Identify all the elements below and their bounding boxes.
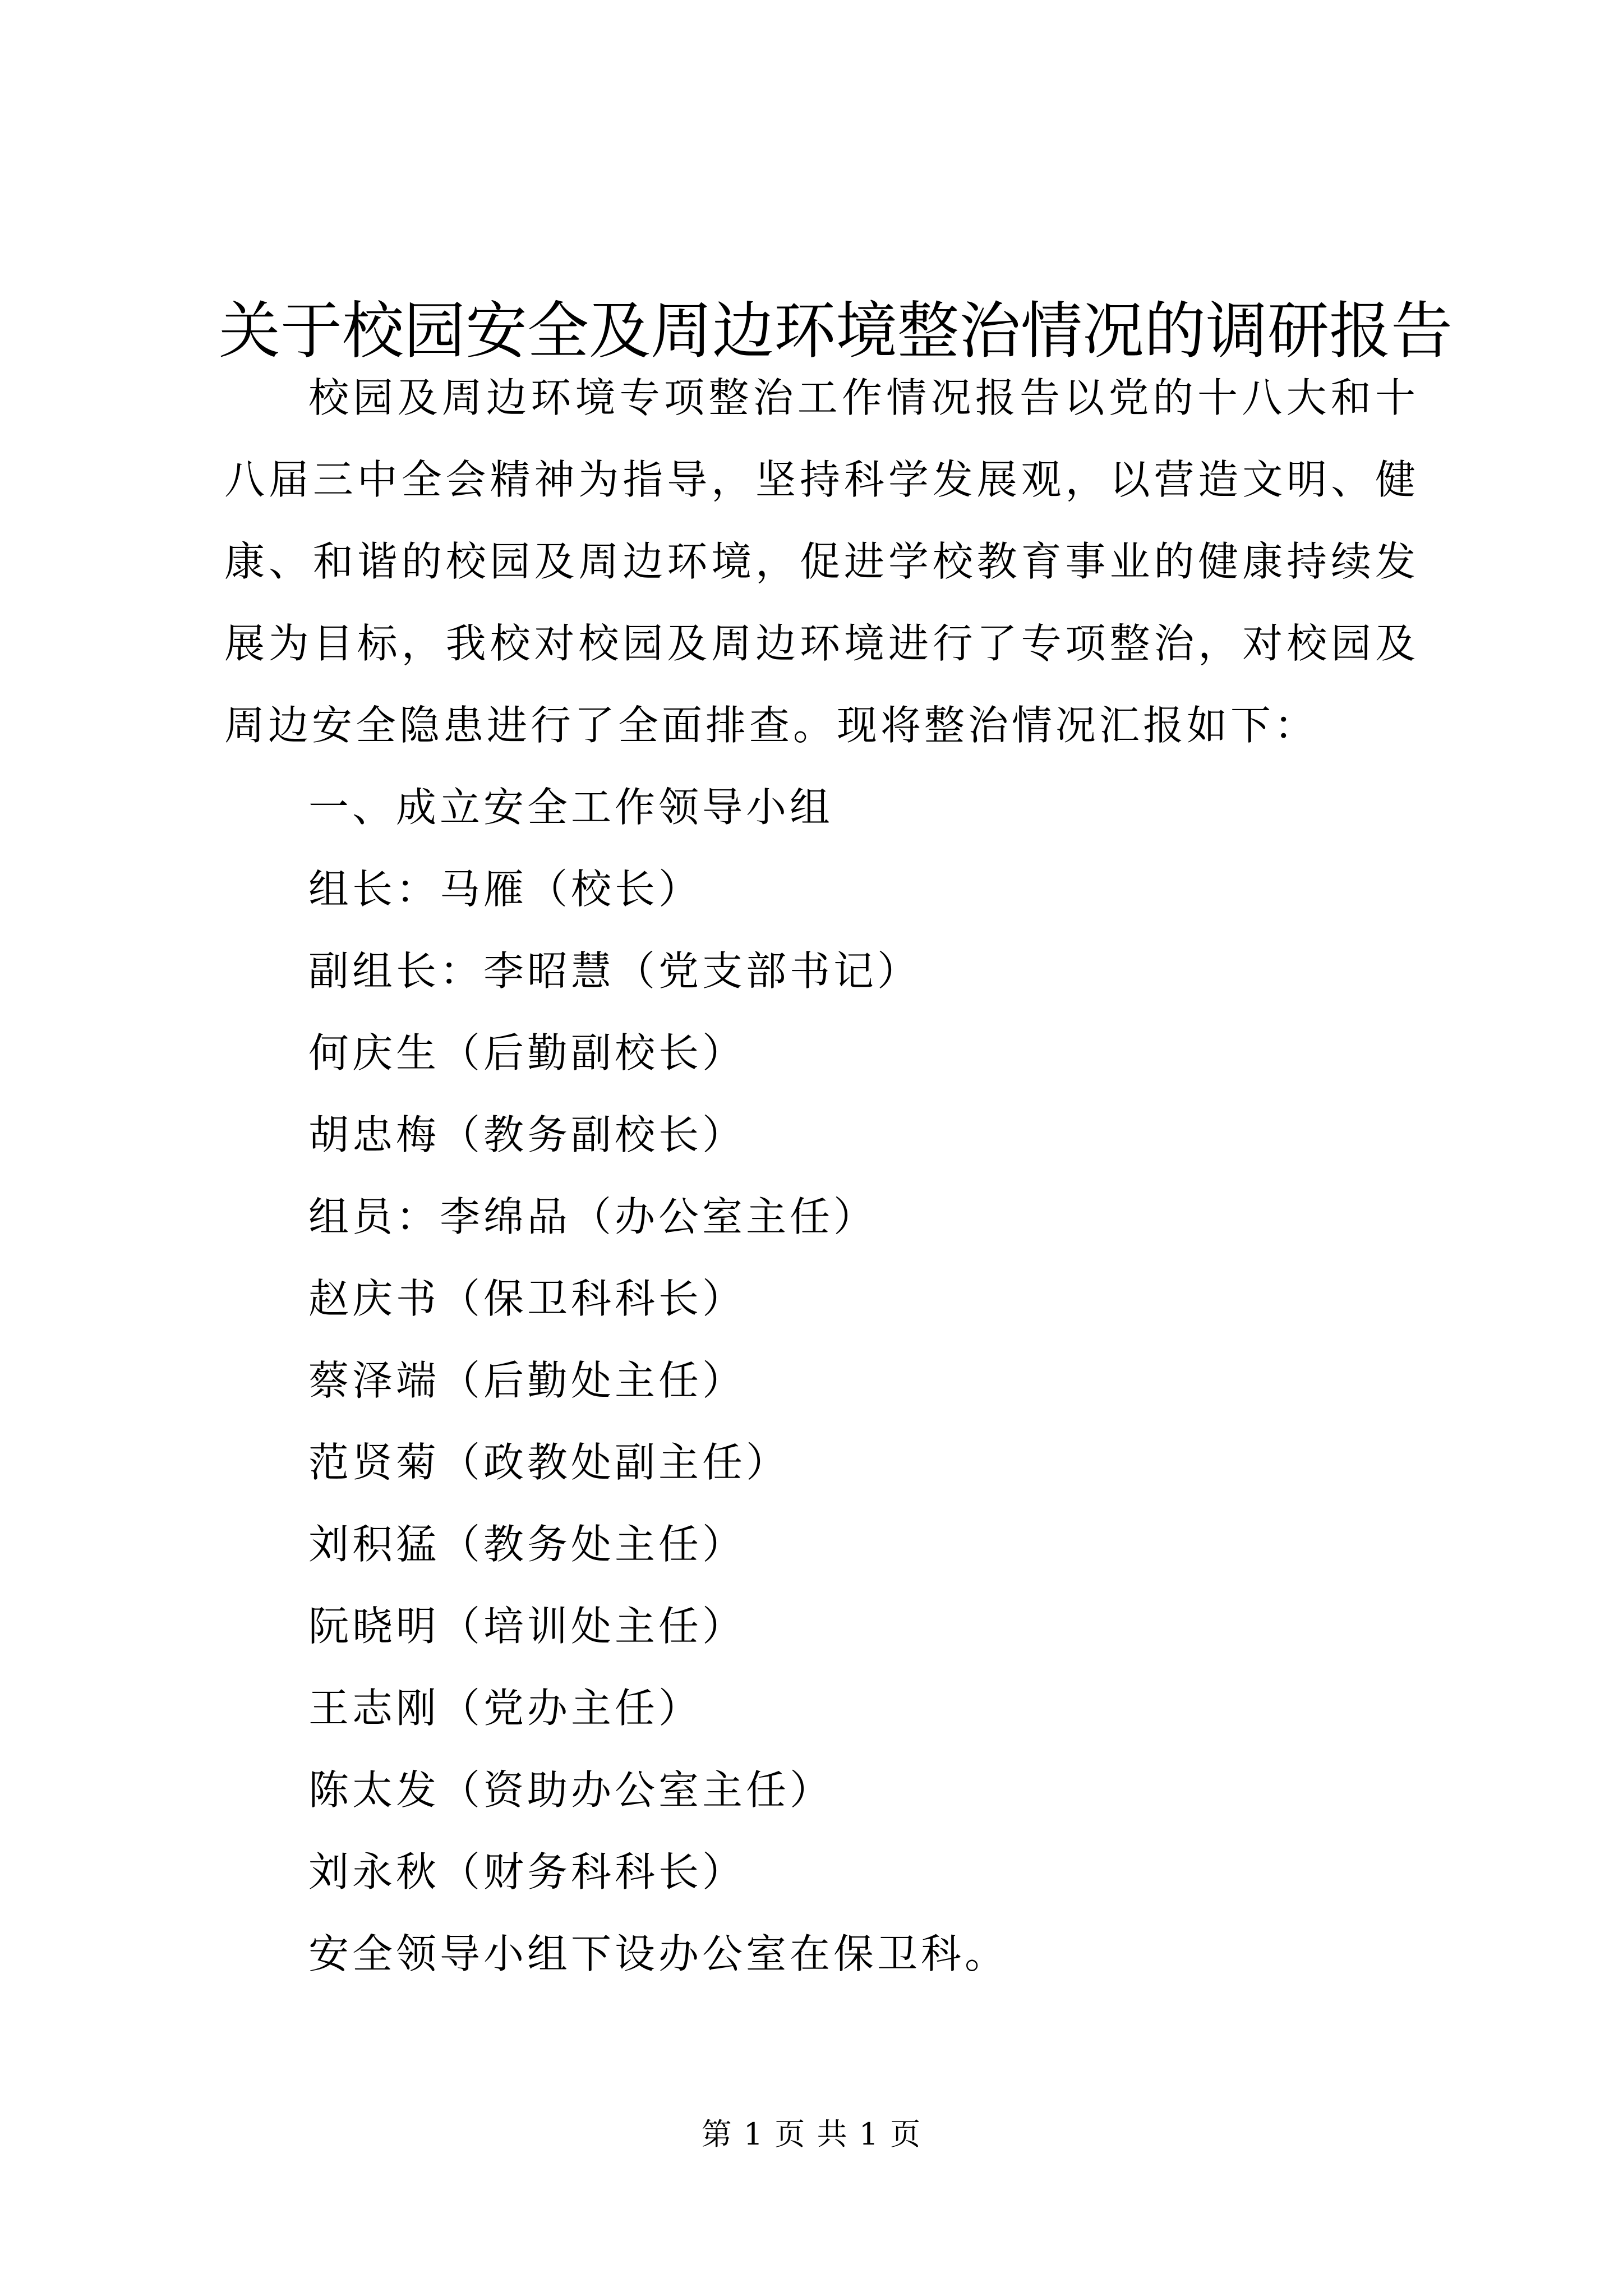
member-line: 副组长：李昭慧（党支部书记） (308, 947, 921, 995)
member-line: 赵庆书（保卫科科长） (308, 1275, 746, 1322)
member-line: 王志刚（党办主任） (308, 1685, 703, 1732)
member-line: 阮晓明（培训处主任） (308, 1603, 746, 1650)
intro-paragraph: 校园及周边环境专项整治工作情况报告以党的十八大和十八届三中全会精神为指导，坚持科学发展观，以营造文明、健康、和谐的校园及周边环境，促进学校教育事业的健康持续发展为目标，我校对校园及周边环境进行了专项整治，对校园及周边安全隐患进行了全面排查。现将整治情况汇报如下： (224, 374, 1419, 749)
member-line: 何庆生（后勤副校长） (308, 1029, 746, 1076)
member-line: 刘永秋（财务科科长） (308, 1848, 746, 1895)
member-line: 陈太发（资助办公室主任） (308, 1766, 834, 1814)
page-footer: 第 1 页 共 1 页 (701, 2116, 922, 2152)
closing-line: 安全领导小组下设办公室在保卫科。 (308, 1930, 1009, 1977)
member-line: 蔡泽端（后勤处主任） (308, 1357, 746, 1404)
document-body (224, 357, 1419, 1995)
member-line: 组员：李绵品（办公室主任） (308, 1193, 878, 1240)
member-line: 胡忠梅（教务副校长） (308, 1111, 746, 1158)
section-heading: 一、成立安全工作领导小组 (308, 784, 834, 831)
document-title: 关于校园安全及周边环境整治情况的调研报告 (219, 295, 1453, 367)
member-line: 范贤菊（政教处副主任） (308, 1439, 790, 1486)
member-line: 组长：马雁（校长） (308, 866, 703, 913)
member-line: 刘积猛（教务处主任） (308, 1521, 746, 1568)
